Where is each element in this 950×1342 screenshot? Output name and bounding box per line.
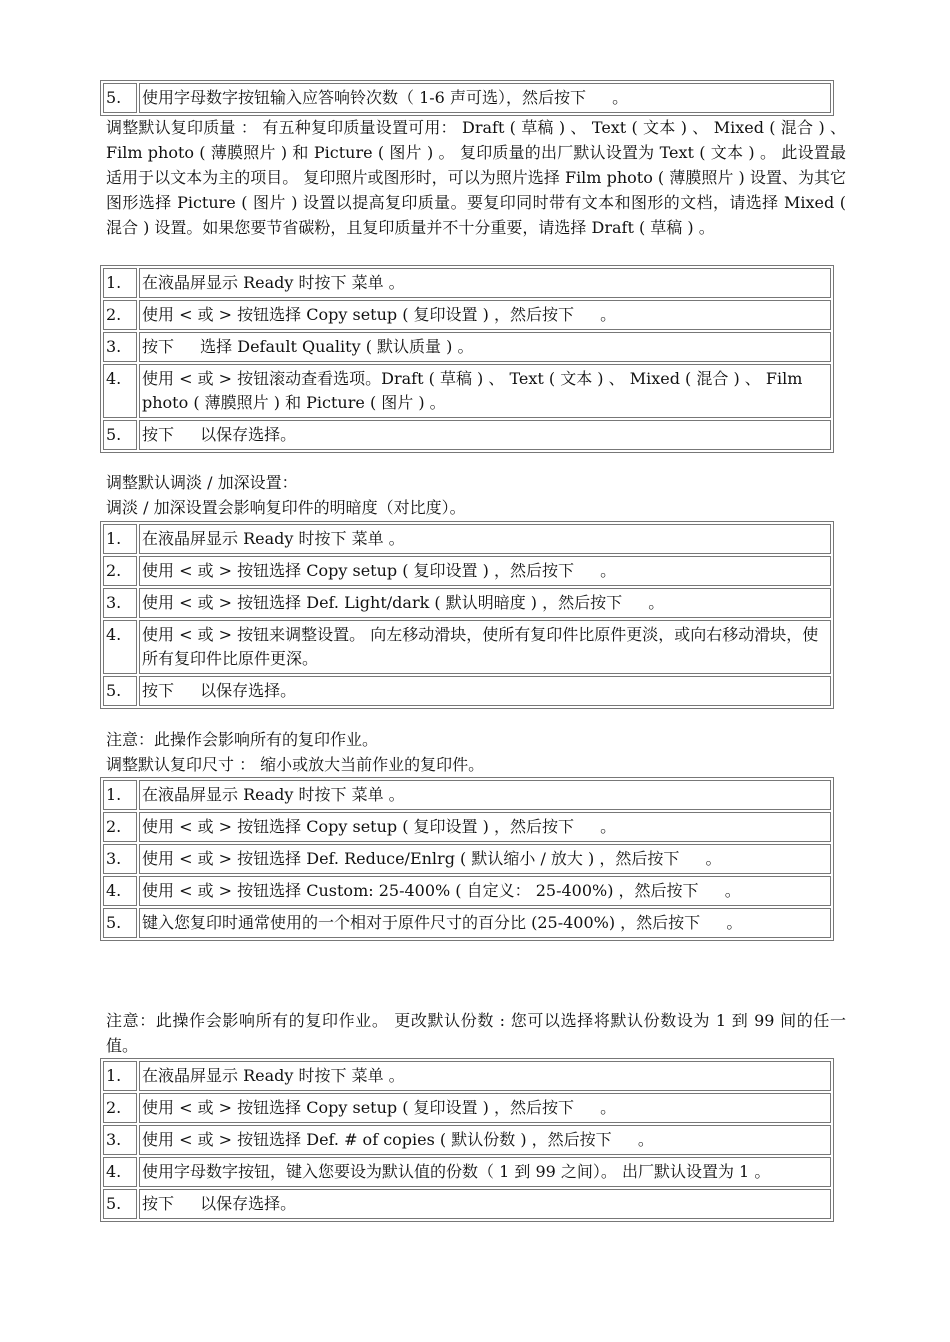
steps-table-reduce [100,777,834,941]
table-row [103,908,831,938]
table-row [103,844,831,874]
table-row [103,332,831,362]
step-text: 使用 < 或 > 按钮选择 Copy setup ( 复印设置 ) ，然后按下 。 [139,812,831,842]
steps-table-quality [100,265,834,453]
step-text: 按下 以保存选择。 [139,676,831,706]
step-number: 2. [103,812,137,842]
table-row [103,780,831,810]
step-text: 使用 < 或 > 按钮滚动查看选项。Draft ( 草稿 ) 、 Text ( 文本 ) 、 Mixed ( 混合 ) 、 Film photo ( 薄膜照片 ) 和 Picture ( 图片 ) 。 [139,364,831,418]
step-text: 按下 以保存选择。 [139,1189,831,1219]
step-text: 在液晶屏显示 Ready 时按下 菜单 。 [139,780,831,810]
step-text: 使用 < 或 > 按钮选择 Copy setup ( 复印设置 ) ，然后按下 。 [139,300,831,330]
step-text: 使用 < 或 > 按钮来调整设置。 向左移动滑块，使所有复印件比原件更淡，或向右移动滑块，使所有复印件比原件更深。 [139,620,831,674]
table-row [103,1125,831,1155]
step-text: 使用 < 或 > 按钮选择 Copy setup ( 复印设置 ) ，然后按下 。 [139,1093,831,1123]
step-number: 5. [103,676,137,706]
step-number: 1. [103,268,137,298]
table-row [103,420,831,450]
step-text: 使用 < 或 > 按钮选择 Custom: 25-400% ( 自定义： 25-400%) ，然后按下 。 [139,876,831,906]
step-number: 4. [103,1157,137,1187]
step-text: 使用 < 或 > 按钮选择 Def. Reduce/Enlrg ( 默认缩小 / 放大 ) ，然后按下 。 [139,844,831,874]
step-number: 5. [103,420,137,450]
table-row [103,588,831,618]
step-number: 1. [103,780,137,810]
step-number: 1. [103,1061,137,1091]
step-number: 3. [103,844,137,874]
table-row [103,876,831,906]
table-row [103,83,831,113]
table-row [103,1093,831,1123]
step-text: 按下 以保存选择。 [139,420,831,450]
steps-table-lightdark [100,521,834,709]
step-text: 在液晶屏显示 Ready 时按下 菜单 。 [139,1061,831,1091]
lightdark-desc: 调淡 / 加深设置会影响复印件的明暗度（对比度）。 [106,498,466,517]
table-row [103,364,831,418]
table-row [103,1061,831,1091]
quality-intro: 调整默认复印质量 ： 有五种复印质量设置可用： Draft ( 草稿 ) 、 Text ( 文本 ) 、 Mixed ( 混合 ) 、 Film photo ( 薄膜照片 ) 和 Picture ( 图片 ) 。 复印质量的出厂默认设置为 Text ( 文本 ) 。 此设置最适用于以文本为主的项目。 复印照片或图形时，可以为照片选择 Film photo ( 薄膜照片 ) 设置、为其它图形选择 Picture ( 图片 ) 设置以提高复印质量。要复印同时带有文本和图形的文档，请选择 Mixed ( 混合 ) 设置。如果您要节省碳粉，且复印质量并不十分重要，请选择 Draft ( 草稿 ) 。 [106,118,846,237]
step-number: 3. [103,332,137,362]
table-row [103,676,831,706]
step-text: 使用 < 或 > 按钮选择 Def. # of copies ( 默认份数 ) ，然后按下 。 [139,1125,831,1155]
step-number: 3. [103,588,137,618]
table-row [103,812,831,842]
step-number: 4. [103,364,137,418]
table-row [103,268,831,298]
table-row [103,620,831,674]
step-number: 2. [103,300,137,330]
step-number: 1. [103,524,137,554]
table-row [103,524,831,554]
step-number: 5. [103,1189,137,1219]
lightdark-heading: 调整默认调淡 / 加深设置： [106,473,298,492]
reduce-heading: 调整默认复印尺寸 ： 缩小或放大当前作业的复印件。 [106,755,485,774]
steps-table-ring [100,80,834,116]
step-number: 5. [103,83,137,113]
step-text: 使用 < 或 > 按钮选择 Copy setup ( 复印设置 ) ，然后按下 。 [139,556,831,586]
step-text: 键入您复印时通常使用的一个相对于原件尺寸的百分比 (25-400%) ，然后按下 。 [139,908,831,938]
table-row [103,300,831,330]
reduce-note: 注意：此操作会影响所有的复印作业。 [106,730,379,749]
step-number: 2. [103,556,137,586]
copies-note: 注意：此操作会影响所有的复印作业。 更改默认份数 : 您可以选择将默认份数设为 1 到 99 间的任一值。 [106,1011,846,1055]
step-text: 按下 选择 Default Quality ( 默认质量 ) 。 [139,332,831,362]
step-text: 使用 < 或 > 按钮选择 Def. Light/dark ( 默认明暗度 ) ，然后按下 。 [139,588,831,618]
table-row [103,1189,831,1219]
step-number: 4. [103,876,137,906]
step-number: 4. [103,620,137,674]
steps-table-copies [100,1058,834,1222]
step-text: 使用字母数字按钮，键入您要设为默认值的份数（ 1 到 99 之间）。 出厂默认设置为 1 。 [139,1157,831,1187]
step-text: 使用字母数字按钮输入应答响铃次数（ 1-6 声可选），然后按下 。 [139,83,831,113]
step-number: 3. [103,1125,137,1155]
table-row [103,556,831,586]
table-row [103,1157,831,1187]
step-text: 在液晶屏显示 Ready 时按下 菜单 。 [139,524,831,554]
step-number: 2. [103,1093,137,1123]
step-text: 在液晶屏显示 Ready 时按下 菜单 。 [139,268,831,298]
step-number: 5. [103,908,137,938]
